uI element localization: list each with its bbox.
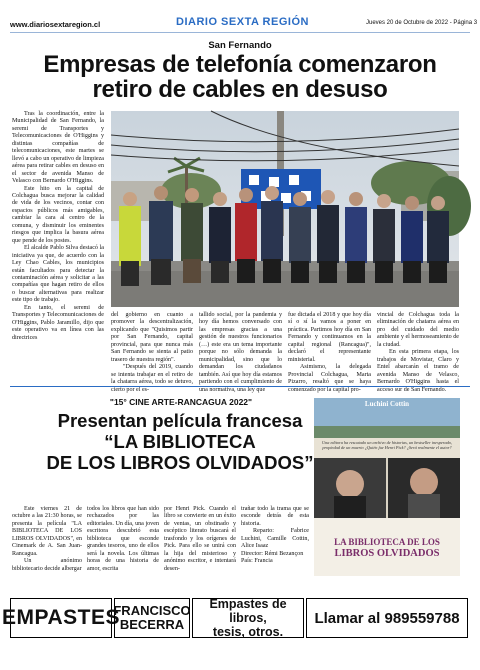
site-url[interactable]: www.diariosextaregion.cl (10, 20, 101, 29)
article1-headline-line1: Empresas de telefonía comenzaron (43, 51, 437, 78)
ad-service (192, 598, 304, 638)
article1-kicker: San Fernando (208, 40, 272, 51)
paragraph: En tanto, el seremi de Transportes y Telecomunicaciones de O'Higgins, Pablo Jaramillo, dijo que este operativo va en línea con las directrices (12, 304, 104, 341)
paragraph: todos los libros que han sido rechazados por las editoriales. Un día, una joven escritora descubrió esta biblioteca que esconde grandes tesoros, uno de ellos será la novela. Los últimas horas de una historia de amor, escrita (87, 506, 159, 572)
section-separator (10, 386, 470, 387)
article1-headline (12, 52, 468, 102)
article2-col2 (87, 506, 159, 586)
poster-blurb: Una editora ha rescatado un archivo de historias, un bestseller inesperado, propiedad de un muerto ¿Quién fue Henri Pick? ¿Será realmente el autor? (321, 440, 452, 450)
article1-photo (111, 111, 459, 307)
poster-title (316, 536, 458, 560)
article2-kicker: "15° CINE ARTE-RANCAGUA 2022" (109, 397, 253, 407)
article1-bottom-col2 (199, 312, 282, 393)
ad-name-line2: BECERRA (119, 617, 185, 632)
article2-headline-line2: “LA BIBLIOTECA (104, 431, 256, 452)
paragraph: fue dictada el 2018 y que hoy día sí o sí la vamos a poner en práctica. Partimos hoy día en San Fernando y continuamos en la capital regional (Rancagua)", declaró el representante ministerial. (288, 312, 371, 363)
group-photo-illustration (111, 111, 459, 307)
article1-headline-line2: retiro de cables en desuso (92, 76, 388, 103)
article1-bottom-col3 (288, 312, 371, 393)
paragraph: "Después del 2019, cuando se intenta trabajar en el retiro de la chatarra aérea, todo se detuvo, cierto por el es- (111, 364, 193, 393)
article2-headline-line3: DE LOS LIBROS OLVIDADOS” (46, 452, 314, 473)
article2-headline-line1: Presentan película francesa (57, 410, 303, 431)
poster-title-line2: LIBROS OLVIDADOS (334, 548, 440, 559)
ad-phone[interactable]: Llamar al 989559788 (306, 598, 468, 638)
header-rule (10, 32, 470, 33)
paragraph: Este hito en la capital de Colchagua busca mejorar la calidad de vida de los vecinos, contar con espacios públicos más amigables, cambiar la cara al centro de la comuna, y disminuir los eminentes riesgos que implica la basura aérea que pende de los postes. (12, 185, 104, 244)
paragraph: Tras la coordinación, entre la Municipalidad de San Fernando, la seremi de Transportes y Telecomunicaciones de O'Higgins y distintas compañías de telecomunicaciones, este martes se llevó a cabo un operativo de limpieza aérea para retirar cables en desuso en el sector de avenida Manso de Velasco con Bernardo O'Higgins. (12, 111, 104, 185)
article1-bottom-col1 (111, 312, 193, 393)
ad-service-line2: tesis, otros. (212, 625, 284, 639)
article2-col3 (164, 506, 236, 586)
paragraph: País: Francia (241, 558, 273, 565)
movie-poster (314, 398, 460, 576)
article1-left-column (12, 111, 104, 379)
article1-bottom-col4 (377, 312, 459, 393)
article2-headline (30, 410, 330, 473)
paragraph: por Henri Pick. Cuando el libro se convierte en un éxito de ventas, un obstinado y escéptico literato buscará el trasfondo y los orígenes de Pick. Para ello se unirá con la hija del misterioso y anónimo escritor, e intentará desen- (164, 506, 236, 572)
date-page: Jueves 20 de Octubre de 2022 - Página 3 (366, 20, 478, 26)
ad-service-line1: Empastes de libros, (209, 597, 287, 625)
paragraph: Director: Rémi Bezançon (241, 550, 304, 557)
ad-name (114, 598, 190, 638)
paragraph: tallido social, por la pandemia y hoy día hemos conversado con las empresas gracias a una gestión de nuestros funcionarios (…) este era un tema importante porque no sólo demanda la municipalidad, sino que lo demandan los ciudadanos también. Así que hoy día estamos partiendo con el cumplimiento de una normativa, una ley que (199, 312, 282, 393)
article2-col4 (241, 506, 309, 586)
paper-name: DIARIO SEXTA REGIÓN (176, 16, 309, 28)
paragraph: trañar todo la trama que se esconde detrás de esta historia. (241, 506, 309, 527)
paragraph: En esta primera etapa, los trabajos de Movistar, Claro y Entel abarcarán el tramo de avenida Manso de Velasco, Bernardo O'Higgins hasta el acceso sur de San Fernando. (377, 349, 459, 393)
classified-ad (2, 597, 468, 640)
poster-cast: Luchini Cottin (364, 400, 410, 408)
paragraph: El alcalde Pablo Silva destacó la iniciativa ya que, de acuerdo con la Ley Chao Cables, los municipios están facultados para detectar la contaminación aérea y solicitar a las compañías que hagan retiro de ellos o buscar alternativas para realizar este tipo de trabajo. (12, 245, 104, 304)
ad-empastes: EMPASTES (10, 598, 112, 638)
ad-name-line1: FRANCISCO (113, 603, 191, 618)
paragraph: Un anónimo bibliotecario decide albergar (12, 558, 82, 572)
paragraph: vincial de Colchagua toda la eliminación de chatarra aérea en pro del cuidado del medio ambiente y el hermoseamiento de la ciudad. (377, 312, 459, 348)
paragraph: del gobierno en cuanto a promover la descentralización, explicando que "Quisimos partir por San Fernando, capital provincial, para que nunca más San Fernando se sienta al patio trasero de nuestra región". (111, 312, 193, 363)
paragraph: Asimismo, la delegada Provincial Colchagua, Marta Pizarro, resaltó que se haya comenzado por la capital pro- (288, 364, 371, 393)
paragraph: Reparto: Fabrice Luchini, Camille Cottin, Alice Isaaz (241, 528, 309, 550)
poster-title-line1: LA BIBLIOTECA DE LOS (334, 537, 440, 547)
paragraph: Este viernes 21 de octubre a las 21:30 horas, se presenta la película "LA BIBLIOTECA DE LOS LIBROS OLVIDADOS", en Cinemark de A. San Juan-Rancagua. (12, 506, 82, 557)
article2-col1 (12, 506, 82, 586)
